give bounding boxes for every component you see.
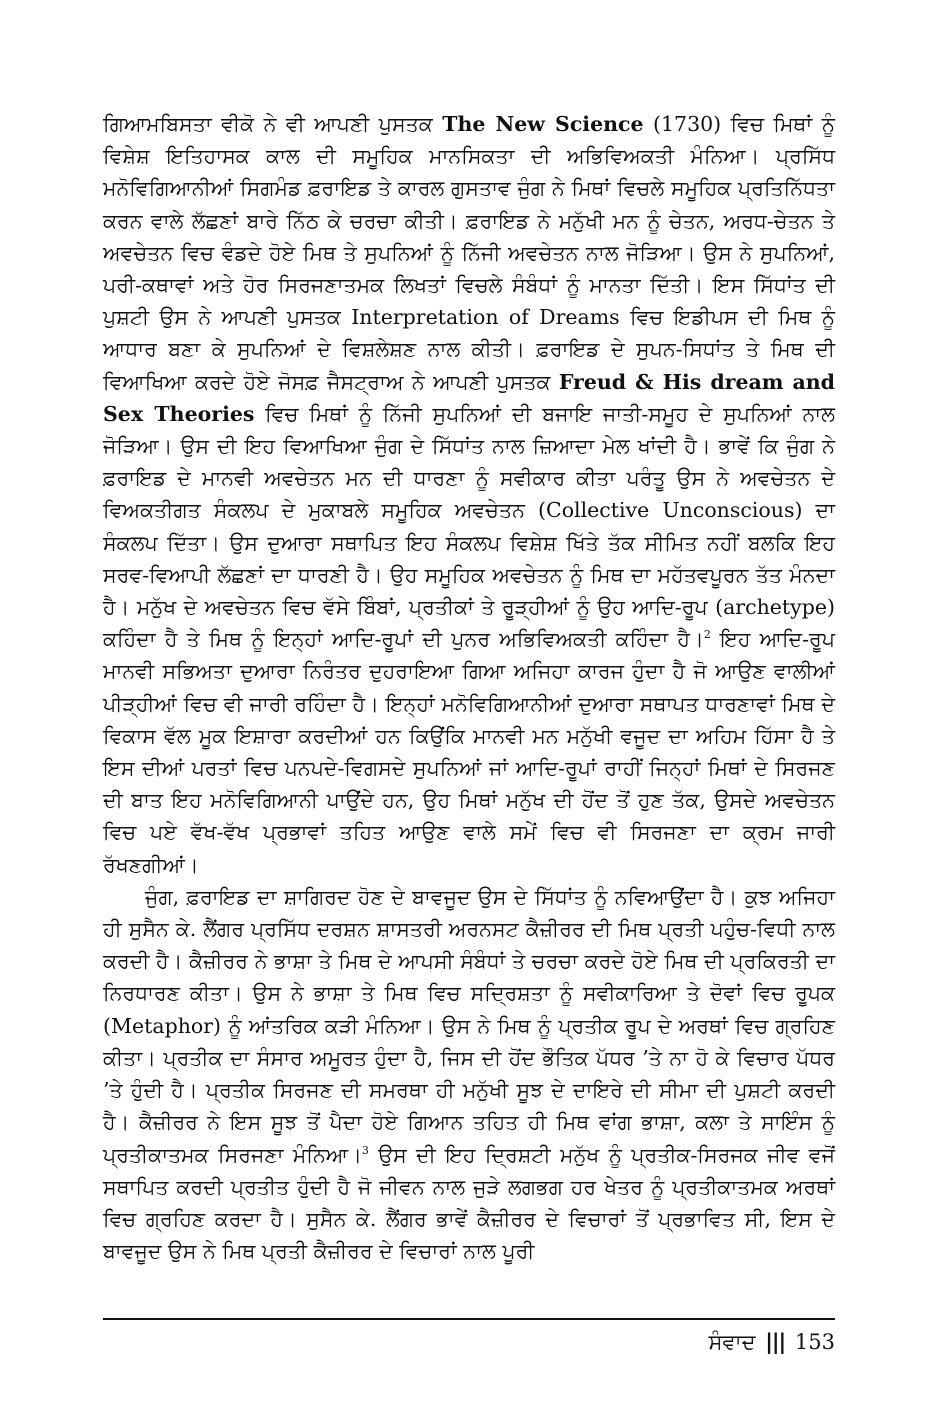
footnote-ref: 2 xyxy=(703,628,711,642)
book-title: The New Science xyxy=(442,112,644,136)
text-run: ਇਹ ਆਦਿ-ਰੂਪ ਮਾਨਵੀ ਸਭਿਅਤਾ ਦੁਆਰਾ ਨਿਰੰਤਰ ਦੁਹਰਾਇਆ ਗਿਆ ਅਜਿਹਾ ਕਾਰਜ ਹੁੰਦਾ ਹੈ ਜੋ ਆਉਣ ਵਾਲੀਆਂ ਪੀੜ੍ਹੀਆਂ ਵਿਚ ਵੀ ਜਾਰੀ ਰਹਿੰਦਾ ਹੈ। ਇਨ੍ਹਾਂ ਮਨੋਵਿਗਿਆਨੀਆਂ ਦੁਆਰਾ ਸਥਾਪਤ ਧਾਰਣਾਵਾਂ ਮਿਥ ਦੇ ਵਿਕਾਸ ਵੱਲ ਮੂਕ ਇਸ਼ਾਰਾ ਕਰਦੀਆਂ ਹਨ ਕਿਉਂਕਿ ਮਾਨਵੀ ਮਨ ਮਨੁੱਖੀ ਵਜੂਦ ਦਾ ਅਹਿਮ ਹਿੱਸਾ ਹੈ ਤੇ ਇਸ ਦੀਆਂ ਪਰਤਾਂ ਵਿਚ ਪਨਪਦੇ-ਵਿਗਸਦੇ ਸੁਪਨਿਆਂ ਜਾਂ ਆਦਿ-ਰੂਪਾਂ ਰਾਹੀਂ ਜਿਨ੍ਹਾਂ ਮਿਥਾਂ ਦੇ ਸਿਰਜਣ ਦੀ ਬਾਤ ਇਹ ਮਨੋਵਿਗਿਆਨੀ ਪਾਉਂਦੇ ਹਨ, ਉਹ ਮਿਥਾਂ ਮਨੁੱਖ ਦੀ ਹੋਂਦ ਤੋਂ ਹੁਣ ਤੱਕ, ਉਸਦੇ ਅਵਚੇਤਨ ਵਿਚ ਪਏ ਵੱਖ-ਵੱਖ ਪ੍ਰਭਾਵਾਂ ਤਹਿਤ ਆਉਣ ਵਾਲੇ ਸਮੇਂ ਵਿਚ ਵੀ ਸਿਰਜਣਾ ਦਾ ਕ੍ਰਮ ਜਾਰੀ ਰੱਖਣਗੀਆਂ। xyxy=(103,627,835,877)
footer-separator: ||| xyxy=(765,1330,786,1354)
text-run: ਜੁੰਗ, ਫ਼ਰਾਇਡ ਦਾ ਸ਼ਾਗਿਰਦ ਹੋਣ ਦੇ ਬਾਵਜੂਦ ਉਸ ਦੇ ਸਿੱਧਾਂਤ ਨੂੰ ਨਵਿਆਉਂਦਾ ਹੈ। ਕੁਝ ਅਜਿਹਾ ਹੀ ਸੁਸੈਨ ਕੇ. ਲੈਂਗਰ ਪ੍ਰਸਿੱਧ ਦਰਸ਼ਨ ਸ਼ਾਸਤਰੀ ਅਰਨਸਟ ਕੈਜ਼ੀਰਰ ਦੀ ਮਿਥ ਪ੍ਰਤੀ ਪਹੁੰਚ-ਵਿਧੀ ਨਾਲ ਕਰਦੀ ਹੈ। ਕੈਜ਼ੀਰਰ ਨੇ ਭਾਸ਼ਾ ਤੇ ਮਿਥ ਦੇ ਆਪਸੀ ਸੰਬੰਧਾਂ ਤੇ ਚਰਚਾ ਕਰਦੇ ਹੋਏ ਮਿਥ ਦੀ ਪ੍ਰਕਿਰਤੀ ਦਾ ਨਿਰਧਾਰਣ ਕੀਤਾ। ਉਸ ਨੇ ਭਾਸ਼ਾ ਤੇ ਮਿਥ ਵਿਚ ਸਦ੍ਰਿਸ਼ਤਾ ਨੂੰ ਸਵੀਕਾਰਿਆ ਤੇ ਦੋਵਾਂ ਵਿਚ ਰੂਪਕ (Metaphor) ਨੂੰ ਆਂਤਰਿਕ ਕੜੀ ਮੰਨਿਆ। ਉਸ ਨੇ ਮਿਥ ਨੂੰ ਪ੍ਰਤੀਕ ਰੂਪ ਦੇ ਅਰਥਾਂ ਵਿਚ ਗ੍ਰਹਿਣ ਕੀਤਾ। ਪ੍ਰਤੀਕ ਦਾ ਸੰਸਾਰ ਅਮੂਰਤ ਹੁੰਦਾ ਹੈ, ਜਿਸ ਦੀ ਹੋਂਦ ਭੌਤਿਕ ਪੱਧਰ ’ਤੇ ਨਾ ਹੋ ਕੇ ਵਿਚਾਰ ਪੱਧਰ ’ਤੇ ਹੁੰਦੀ ਹੈ। ਪ੍ਰਤੀਕ ਸਿਰਜਣ ਦੀ ਸਮਰਥਾ ਹੀ ਮਨੁੱਖੀ ਸੂਝ ਦੇ ਦਾਇਰੇ ਦੀ ਸੀਮਾ ਦੀ ਪੁਸ਼ਟੀ ਕਰਦੀ ਹੈ। ਕੈਜ਼ੀਰਰ ਨੇ ਇਸ ਸੂਝ ਤੋਂ ਪੈਦਾ ਹੋਏ ਗਿਆਨ ਤਹਿਤ ਹੀ ਮਿਥ ਵਾਂਗ ਭਾਸ਼ਾ, ਕਲਾ ਤੇ ਸਾਇੰਸ ਨੂੰ ਪ੍ਰਤੀਕਾਤਮਕ ਸਿਰਜਣਾ ਮੰਨਿਆ। xyxy=(103,884,835,1167)
journal-name: ਸੰਵਾਦ xyxy=(708,1330,756,1354)
footer-rule xyxy=(103,1318,835,1320)
footnote-ref: 3 xyxy=(361,1143,369,1157)
page-number: 153 xyxy=(794,1330,835,1354)
book-title: Freud & His dream and Sex Theories xyxy=(103,369,835,426)
paragraph xyxy=(103,881,835,1267)
text-run: (1730) ਵਿਚ ਮਿਥਾਂ ਨੂੰ ਵਿਸ਼ੇਸ਼ ਇਤਿਹਾਸਕ ਕਾਲ ਦੀ ਸਮੂਹਿਕ ਮਾਨਸਿਕਤਾ ਦੀ ਅਭਿਵਿਅਕਤੀ ਮੰਨਿਆ। ਪ੍ਰਸਿੱਧ ਮਨੋਵਿਗਿਆਨੀਆਂ ਸਿਗਮੰਡ ਫ਼ਰਾਇਡ ਤੇ ਕਾਰਲ ਗੁਸਤਾਵ ਜੁੰਗ ਨੇ ਮਿਥਾਂ ਵਿਚਲੇ ਸਮੂਹਿਕ ਪ੍ਰਤਿਨਿੱਧਤਾ ਕਰਨ ਵਾਲੇ ਲੱਛਣਾਂ ਬਾਰੇ ਨਿੱਠ ਕੇ ਚਰਚਾ ਕੀਤੀ। ਫ਼ਰਾਇਡ ਨੇ ਮਨੁੱਖੀ ਮਨ ਨੂੰ ਚੇਤਨ, ਅਰਧ-ਚੇਤਨ ਤੇ ਅਵਚੇਤਨ ਵਿਚ ਵੰਡਦੇ ਹੋਏ ਮਿਥ ਤੇ ਸੁਪਨਿਆਂ ਨੂੰ ਨਿੱਜੀ ਅਵਚੇਤਨ ਨਾਲ ਜੋੜਿਆ। ਉਸ ਨੇ ਸੁਪਨਿਆਂ, ਪਰੀ-ਕਥਾਵਾਂ ਅਤੇ ਹੋਰ ਸਿਰਜਣਾਤਮਕ ਲਿਖਤਾਂ ਵਿਚਲੇ ਸੰਬੰਧਾਂ ਨੂੰ ਮਾਨਤਾ ਦਿੱਤੀ। ਇਸ ਸਿੱਧਾਂਤ ਦੀ ਪੁਸ਼ਟੀ ਉਸ ਨੇ ਆਪਣੀ ਪੁਸਤਕ Interpretation of Dreams ਵਿਚ ਇਡੀਪਸ ਦੀ ਮਿਥ ਨੂੰ ਆਧਾਰ ਬਣਾ ਕੇ ਸੁਪਨਿਆਂ ਦੇ ਵਿਸ਼ਲੇਸ਼ਣ ਨਾਲ ਕੀਤੀ। ਫ਼ਰਾਇਡ ਦੇ ਸੁਪਨ-ਸਿਧਾਂਤ ਤੇ ਮਿਥ ਦੀ ਵਿਆਖਿਆ ਕਰਦੇ ਹੋਏ ਜੋਸਫ਼ ਜੈਸਟ੍ਰਾਅ ਨੇ ਆਪਣੀ ਪੁਸਤਕ xyxy=(103,112,836,394)
text-run: ਉਸ ਦੀ ਇਹ ਦ੍ਰਿਸ਼ਟੀ ਮਨੁੱਖ ਨੂੰ ਪ੍ਰਤੀਕ-ਸਿਰਜਕ ਜੀਵ ਵਜੋਂ ਸਥਾਪਿਤ ਕਰਦੀ ਪ੍ਰਤੀਤ ਹੁੰਦੀ ਹੈ ਜੋ ਜੀਵਨ ਨਾਲ ਜੁੜੇ ਲਗਭਗ ਹਰ ਖੇਤਰ ਨੂੰ ਪ੍ਰਤੀਕਾਤਮਕ ਅਰਥਾਂ ਵਿਚ ਗ੍ਰਹਿਣ ਕਰਦਾ ਹੈ। ਸੁਸੈਨ ਕੇ. ਲੈਂਗਰ ਭਾਵੇਂ ਕੈਜ਼ੀਰਰ ਦੇ ਵਿਚਾਰਾਂ ਤੋਂ ਪ੍ਰਭਾਵਿਤ ਸੀ, ਇਸ ਦੇ ਬਾਵਜੂਦ ਉਸ ਨੇ ਮਿਥ ਪ੍ਰਤੀ ਕੈਜ਼ੀਰਰ ਦੇ ਵਿਚਾਰਾਂ ਨਾਲ ਪੂਰੀ xyxy=(103,1142,835,1264)
paragraph xyxy=(103,108,835,881)
page-footer xyxy=(708,1328,835,1356)
text-run: ਵਿਚ ਮਿਥਾਂ ਨੂੰ ਨਿੱਜੀ ਸੁਪਨਿਆਂ ਦੀ ਬਜਾਇ ਜਾਤੀ-ਸਮੂਹ ਦੇ ਸੁਪਨਿਆਂ ਨਾਲ ਜੋੜਿਆ। ਉਸ ਦੀ ਇਹ ਵਿਆਖਿਆ ਜੁੰਗ ਦੇ ਸਿੱਧਾਂਤ ਨਾਲ ਜ਼ਿਆਦਾ ਮੇਲ ਖਾਂਦੀ ਹੈ। ਭਾਵੇਂ ਕਿ ਜੁੰਗ ਨੇ ਫ਼ਰਾਇਡ ਦੇ ਮਾਨਵੀ ਅਵਚੇਤਨ ਮਨ ਦੀ ਧਾਰਣਾ ਨੂੰ ਸਵੀਕਾਰ ਕੀਤਾ ਪਰੰਤੂ ਉਸ ਨੇ ਅਵਚੇਤਨ ਦੇ ਵਿਅਕਤੀਗਤ ਸੰਕਲਪ ਦੇ ਮੁਕਾਬਲੇ ਸਮੂਹਿਕ ਅਵਚੇਤਨ (Collective Unconscious) ਦਾ ਸੰਕਲਪ ਦਿੱਤਾ। ਉਸ ਦੁਆਰਾ ਸਥਾਪਿਤ ਇਹ ਸੰਕਲਪ ਵਿਸ਼ੇਸ਼ ਖਿੱਤੇ ਤੱਕ ਸੀਮਿਤ ਨਹੀਂ ਬਲਕਿ ਇਹ ਸਰਵ-ਵਿਆਪੀ ਲੱਛਣਾਂ ਦਾ ਧਾਰਣੀ ਹੈ। ਉਹ ਸਮੂਹਿਕ ਅਵਚੇਤਨ ਨੂੰ ਮਿਥ ਦਾ ਮਹੱਤਵਪੂਰਨ ਤੱਤ ਮੰਨਦਾ ਹੈ। ਮਨੁੱਖ ਦੇ ਅਵਚੇਤਨ ਵਿਚ ਵੱਸੇ ਬਿੰਬਾਂ, ਪ੍ਰਤੀਕਾਂ ਤੇ ਰੂੜ੍ਹੀਆਂ ਨੂੰ ਉਹ ਆਦਿ-ਰੂਪ (archetype) ਕਹਿੰਦਾ ਹੈ ਤੇ ਮਿਥ ਨੂੰ ਇਨ੍ਹਾਂ ਆਦਿ-ਰੂਪਾਂ ਦੀ ਪੁਨਰ ਅਭਿਵਿਅਕਤੀ ਕਹਿੰਦਾ ਹੈ। xyxy=(103,401,835,652)
text-run: ਗਿਆਮਬਿਸਤਾ ਵੀਕੋ ਨੇ ਵੀ ਆਪਣੀ ਪੁਸਤਕ xyxy=(103,112,443,136)
body-text xyxy=(103,108,835,1267)
